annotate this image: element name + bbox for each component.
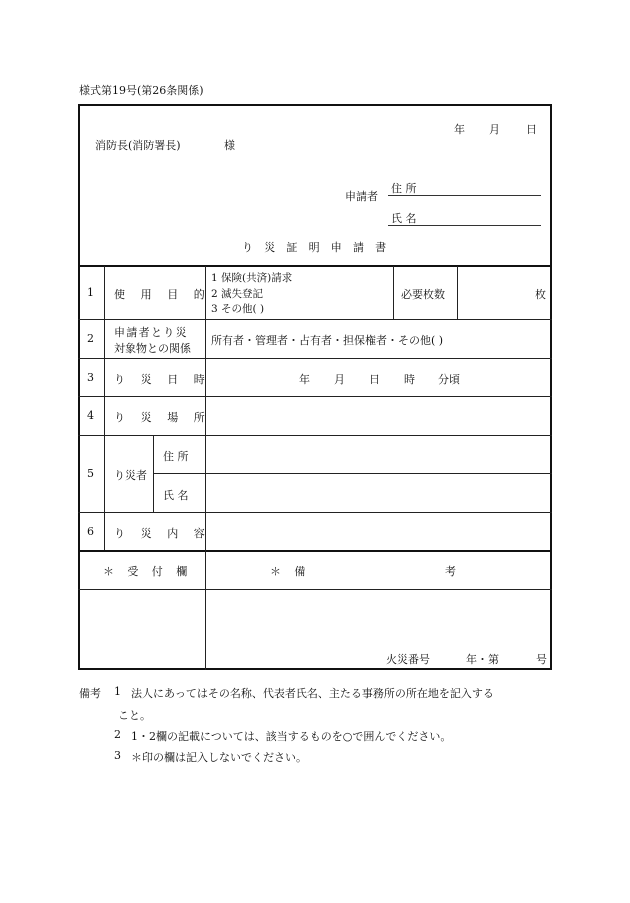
note-3-number: 3 [114, 749, 121, 762]
recipient: 消防長(消防署長) [95, 139, 181, 152]
form-number: 様式第19号(第26条関係) [79, 84, 204, 97]
disaster-date-hour: 時 [404, 373, 415, 386]
row-rule [78, 358, 552, 359]
row-6-number: 6 [87, 525, 94, 538]
note-2-text: 1・2欄の記載については、該当するものを○で囲んでください。 [131, 730, 452, 743]
row-2-label-line2: 対象物との関係 [114, 342, 191, 355]
damage-content-field[interactable] [207, 514, 550, 549]
copies-unit: 枚 [535, 288, 546, 301]
purpose-option-2[interactable]: 2 滅失登記 [211, 288, 264, 300]
notes-heading: 備考 [79, 687, 101, 700]
purpose-option-1[interactable]: 1 保険(共済)請求 [211, 272, 293, 284]
disaster-date-day: 日 [369, 373, 380, 386]
purpose-option-3[interactable]: 3 その他( ) [211, 303, 265, 315]
fire-number-go: 号 [536, 653, 547, 666]
honorific: 様 [224, 139, 235, 152]
disaster-location-field[interactable] [207, 398, 550, 434]
reception-label: ＊ 受 付 欄 [103, 565, 193, 578]
victim-name-field[interactable] [207, 475, 550, 511]
date-month: 月 [489, 123, 500, 136]
row-4-number: 4 [87, 409, 94, 422]
col-rule [457, 266, 458, 319]
col-rule [205, 266, 206, 670]
col-rule [393, 266, 394, 319]
applicant-address-label: 住 所 [391, 182, 417, 195]
form-frame [78, 104, 552, 670]
office-top-rule [78, 550, 552, 552]
victim-address-label: 住 所 [163, 450, 189, 463]
applicant-address-line[interactable] [388, 195, 541, 196]
row-1-number: 1 [87, 286, 94, 299]
row-6-label: り 災 内 容 [114, 527, 211, 540]
copies-label: 必要枚数 [401, 288, 445, 301]
victim-name-label: 氏 名 [163, 489, 189, 502]
date-year: 年 [454, 123, 465, 136]
disaster-date-minute: 分頃 [438, 373, 460, 386]
applicant-name-line[interactable] [388, 225, 541, 226]
note-1-text-cont: こと。 [118, 709, 151, 722]
row-2-number: 2 [87, 332, 94, 345]
applicant-label: 申請者 [345, 190, 378, 203]
row-3-number: 3 [87, 371, 94, 384]
row-rule [78, 396, 552, 397]
remarks-label-b: 考 [445, 565, 456, 578]
note-3-text: ＊印の欄は記入しないでください。 [131, 751, 307, 764]
row-4-label: り 災 場 所 [114, 411, 211, 424]
form-title: り 災 証 明 申 請 書 [242, 241, 391, 254]
row-5-label: り災者 [114, 469, 147, 482]
row-3-label: り 災 日 時 [114, 373, 211, 386]
remarks-label-a: ＊ 備 [270, 565, 311, 578]
table-top-rule [78, 265, 552, 267]
row-1-label: 使 用 目 的 [114, 288, 211, 301]
note-1-text: 法人にあってはその名称、代表者氏名、主たる事務所の所在地を記入する [131, 687, 494, 700]
disaster-date-year: 年 [299, 373, 310, 386]
disaster-date-month: 月 [334, 373, 345, 386]
applicant-name-label: 氏 名 [391, 212, 417, 225]
office-header-rule [78, 589, 552, 590]
date-day: 日 [526, 123, 537, 136]
row-5-number: 5 [87, 467, 94, 480]
col-rule [104, 266, 105, 550]
row-rule [78, 319, 552, 320]
note-1-number: 1 [114, 685, 121, 698]
row-2-label-line1: 申請者とり災 [114, 326, 188, 339]
row-rule [78, 435, 552, 436]
row-rule [153, 473, 552, 474]
relationship-options[interactable]: 所有者・管理者・占有者・担保権者・その他( ) [211, 334, 444, 347]
note-2-number: 2 [114, 728, 121, 741]
col-rule [153, 435, 154, 512]
fire-number-year: 年・第 [466, 653, 499, 666]
row-rule [78, 512, 552, 513]
victim-address-field[interactable] [207, 437, 550, 472]
fire-number-label: 火災番号 [386, 653, 430, 666]
